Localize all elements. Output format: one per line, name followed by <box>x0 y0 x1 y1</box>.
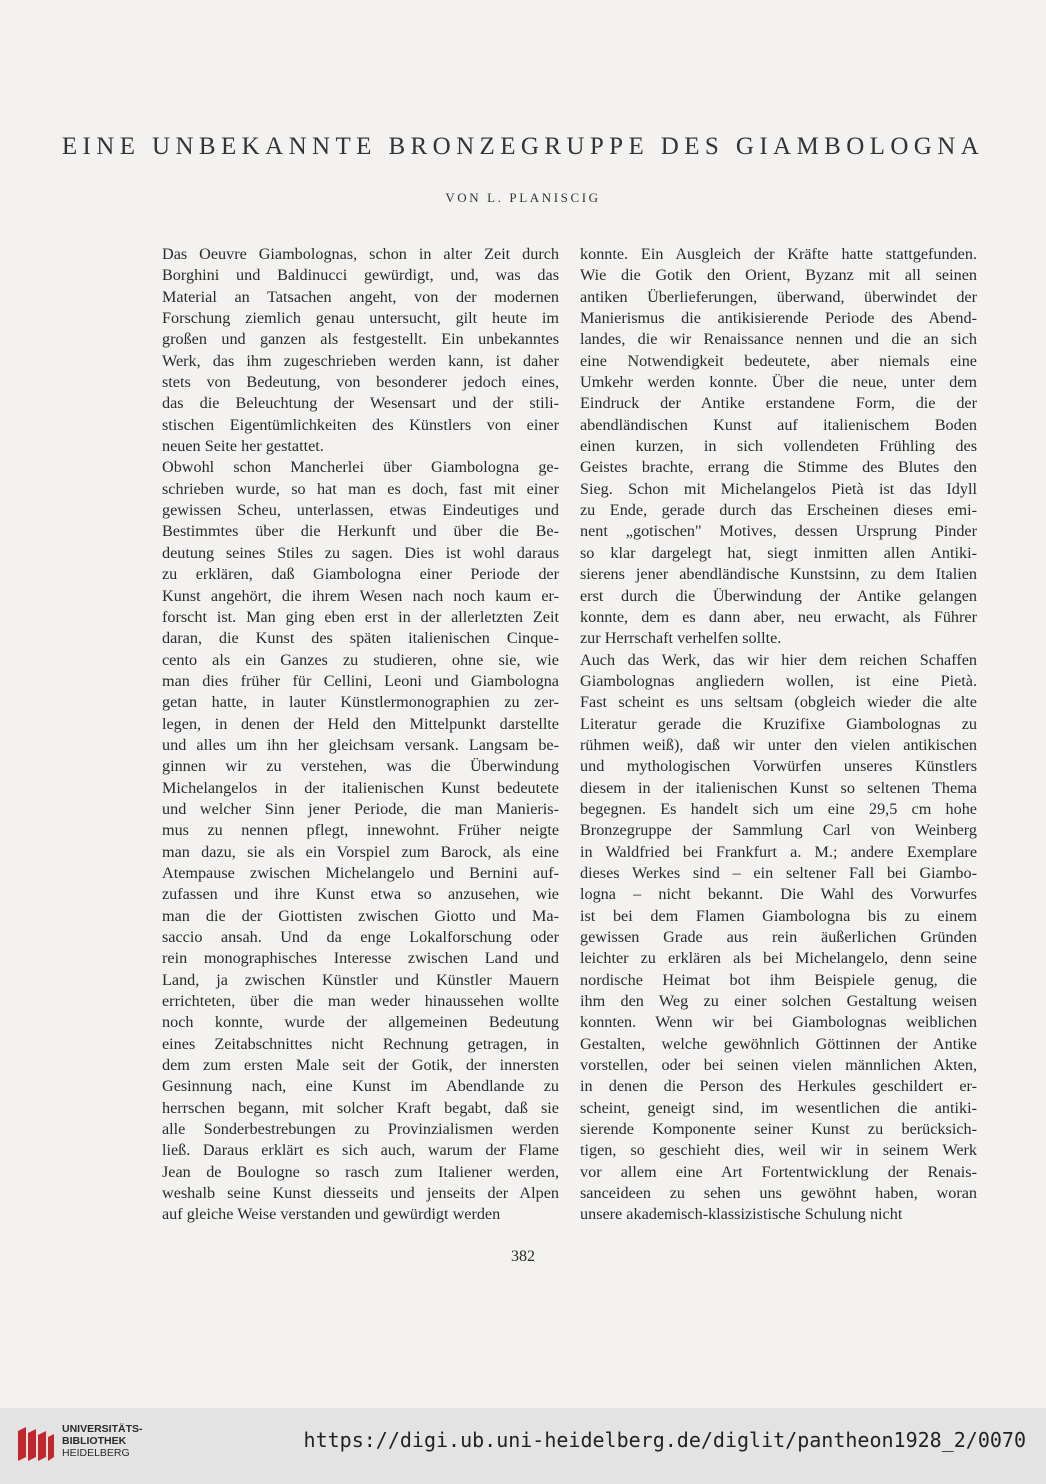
text-line: ließ. Daraus erklärt es sich auch, warum der Flame <box>162 1141 559 1160</box>
text-line: zur Herrschaft verhelfen sollte. <box>580 629 782 648</box>
article-author: VON L. PLANISCIG <box>445 190 601 205</box>
text-line: rühmen weiß), daß wir unter den vielen antikischen <box>580 735 977 754</box>
text-line: Forschung ziemlich genau untersucht, gilt heute im <box>162 309 559 328</box>
text-line: sanceideen zu sehen uns gewöhnt haben, woran <box>580 1184 977 1203</box>
text-line: gewissen Scheu, unterlassen, etwas Eindeutiges und <box>162 501 559 520</box>
text-line: eine Notwendigkeit bedeutete, aber niemals eine <box>580 351 977 370</box>
text-line: und mythologischen Vorwürfen unseres Künstlers <box>580 757 977 776</box>
text-line: logna – nicht bekannt. Die Wahl des Vorwurfes <box>580 885 977 904</box>
text-line: Geistes brachte, errang die Stimme des Blutes den <box>580 458 977 477</box>
text-line: ihm den Weg zu einer solchen Gestaltung weisen <box>580 992 977 1011</box>
text-line: Kunst angehört, die ihrem Wesen nach noch kaum er- <box>162 586 559 605</box>
text-line: Atempause zwischen Michelangelo und Bernini auf- <box>162 863 559 882</box>
text-line: unsere akademisch-klassizistische Schulung nicht <box>580 1205 903 1224</box>
text-line: Manierismus die antikisierende Periode des Abend- <box>580 309 977 328</box>
text-line: neuen Seite her gestattet. <box>162 437 324 456</box>
text-line: herrschen begann, mit solcher Kraft begabt, daß sie <box>162 1098 559 1117</box>
text-line: abendländischen Kunst auf italienischem Boden <box>580 415 977 434</box>
university-library-logo-icon <box>14 1423 56 1465</box>
text-line: dieses Werkes sind – ein seltener Fall bei Giambo- <box>580 863 977 882</box>
text-line: antiken Überlieferungen, überwand, überwindet der <box>580 287 977 306</box>
text-line: erst durch die Überwindung der Antike gelangen <box>580 586 977 605</box>
text-line: gewissen Grade aus rein äußerlichen Gründen <box>580 928 977 946</box>
text-line: deutung seines Stiles zu sagen. Dies ist wohl daraus <box>162 543 559 562</box>
library-name-line3: HEIDELBERG <box>62 1447 130 1459</box>
text-line: dem zum ersten Male seit der Gotik, der innersten <box>162 1056 559 1075</box>
text-line: zufassen und ihre Kunst etwa so anzusehen, wie <box>162 885 559 904</box>
text-line: das die Beleuchtung der Wesensart und der stili- <box>162 394 559 413</box>
source-url-link[interactable]: https://digi.ub.uni-heidelberg.de/diglit/pantheon1928_2/0070 <box>303 1428 1026 1452</box>
text-line: scheint, geneigt sind, im wesentlichen die antiki- <box>580 1098 977 1117</box>
text-line: alle Sonderbestrebungen zu Provinzialismen werden <box>162 1120 559 1139</box>
text-line: ginnen wir zu verstehen, was die Überwindung <box>162 757 559 776</box>
text-line: ist bei dem Flamen Giambologna bis zu einem <box>580 906 977 925</box>
text-line: so klar dargelegt hat, siegt inmitten allen Antiki- <box>580 543 977 562</box>
text-line: nent „gotischen" Motives, dessen Ursprung Pinder <box>580 522 977 541</box>
text-line: Gestalten, welche gewöhnlich Göttinnen der Antike <box>580 1034 977 1053</box>
text-line: Material an Tatsachen angeht, von der modernen <box>162 287 559 306</box>
text-line: Wie die Gotik den Orient, Byzanz mit all seinen <box>580 266 977 285</box>
text-line: auf gleiche Weise verstanden und gewürdigt werden <box>162 1205 501 1224</box>
text-line: Literatur gerade die Kruzifixe Giambolognas zu <box>580 714 977 733</box>
text-line: Land, ja zwischen Künstler und Künstler Mauern <box>162 970 559 989</box>
text-line: man dies früher für Cellini, Leoni und Giambologna <box>162 671 559 690</box>
text-line: Das Oeuvre Giambolognas, schon in alter Zeit durch <box>162 245 559 263</box>
text-line: noch konnte, wurde der allgemeinen Bedeutung <box>162 1013 559 1032</box>
text-line: Fast scheint es uns seltsam (obgleich wieder die alte <box>580 693 977 712</box>
text-line: man die der Giottisten zwischen Giotto und Ma- <box>162 906 559 925</box>
text-line: daran, die Kunst des späten italienischen Cinque- <box>162 629 559 648</box>
text-line: Auch das Werk, das wir hier dem reichen Schaffen <box>580 650 977 669</box>
text-line: Michelangelos in der italienischen Kunst bedeutete <box>162 778 559 797</box>
text-line: saccio ansah. Und da enge Lokalforschung oder <box>162 928 559 946</box>
text-line: Obwohl schon Mancherlei über Giambologna ge- <box>162 458 559 477</box>
text-line: Gesinnung nach, eine Kunst im Abendlande zu <box>162 1077 559 1096</box>
text-line: forscht ist. Man ging eben erst in der allerletzten Zeit <box>162 607 559 626</box>
text-line: Werk, das ihm zugeschrieben werden kann, ist daher <box>162 351 559 370</box>
text-line: nordische Heimat bot ihm Beispiele genug, die <box>580 970 977 989</box>
text-line: Bronzegruppe der Sammlung Carl von Weinberg <box>580 821 977 840</box>
text-line: vorstellen, oder bei seinen vielen männlichen Akten, <box>580 1056 977 1075</box>
text-line: in denen die Person des Herkules geschildert er- <box>580 1077 977 1096</box>
text-line: einen kurzen, in sich vollendeten Frühling des <box>580 437 977 456</box>
text-line: Eindruck der Antike erstandene Form, die der <box>580 394 977 413</box>
text-line: Bestimmtes über die Herkunft und über die Be- <box>162 522 559 541</box>
text-line: konnte, dem es dann aber, neu erwacht, als Führer <box>580 607 977 626</box>
text-column-right <box>580 244 977 1226</box>
library-name <box>62 1423 143 1459</box>
article-title: EINE UNBEKANNTE BRONZEGRUPPE DES GIAMBOLOGNA <box>61 133 985 160</box>
page-number: 382 <box>511 1248 535 1265</box>
text-line: legen, in denen der Held den Mittelpunkt darstellte <box>162 714 559 733</box>
text-line: diesem in der italienischen Kunst so seltenen Thema <box>580 778 977 797</box>
text-line: zu erklären, daß Giambologna einer Periode der <box>162 565 559 584</box>
text-line: leichter zu erklären als bei Michelangelo, denn seine <box>580 949 977 968</box>
library-name-line1: UNIVERSITÄTS- <box>62 1423 143 1435</box>
text-line: man dazu, sie als ein Vorspiel zum Barock, als eine <box>162 842 559 861</box>
text-line: stets von Bedeutung, von besonderer jedoch eines, <box>162 373 559 392</box>
text-line: und welcher Sinn jener Periode, die man Manieris- <box>162 799 559 818</box>
text-column-left <box>162 244 559 1226</box>
text-line: stischen Eigentümlichkeiten des Künstlers von einer <box>162 415 559 434</box>
text-line: landes, die wir Renaissance nennen und die an sich <box>580 330 977 349</box>
text-line: schrieben wurde, so hat man es doch, fast mit einer <box>162 479 559 498</box>
text-line: rein monographisches Interesse zwischen Land und <box>162 949 559 968</box>
text-line: in Waldfried bei Frankfurt a. M.; andere Exemplare <box>580 842 977 861</box>
library-name-line2: BIBLIOTHEK <box>62 1435 127 1447</box>
text-line: Giambolognas angliedern wollen, ist eine Pietà. <box>580 671 977 690</box>
text-line: tigen, so geschieht dies, weil wir in seinem Werk <box>580 1141 977 1160</box>
text-line: weshalb seine Kunst diesseits und jenseits der Alpen <box>162 1184 559 1203</box>
text-line: getan hatte, in lauter Künstlermonographien zu zer- <box>162 693 559 712</box>
text-line: konnten. Wenn wir bei Giambolognas weiblichen <box>580 1013 977 1032</box>
footer-bar <box>0 1408 1046 1484</box>
text-line: sierende Komponente seiner Kunst zu berücksich- <box>580 1120 977 1139</box>
text-line: und alles um ihn her gleichsam versank. Langsam be- <box>162 735 559 754</box>
text-line: großen und ganzen als festgestellt. Ein unbekanntes <box>162 330 559 349</box>
text-line: Sieg. Schon mit Michelangelos Pietà ist das Idyll <box>580 479 977 498</box>
text-line: zu Ende, gerade durch das Erscheinen dieses emi- <box>580 501 977 520</box>
text-line: mus zu nennen pflegt, innewohnt. Früher neigte <box>162 821 559 840</box>
text-line: Umkehr werden konnte. Über die neue, unter dem <box>580 373 977 392</box>
text-line: begegnen. Es handelt sich um eine 29,5 cm hohe <box>580 799 977 818</box>
text-line: sierens jener abendländische Kunstsinn, zu dem Italien <box>580 565 977 584</box>
text-line: Borghini und Baldinucci gewürdigt, und, was das <box>162 266 559 285</box>
text-line: cento als ein Ganzes zu studieren, ohne sie, wie <box>162 650 559 669</box>
text-line: vor allem eine Art Fortentwicklung der Renais- <box>580 1162 977 1181</box>
text-line: eines Zeitabschnittes nicht Rechnung getragen, in <box>162 1034 559 1053</box>
text-line: Jean de Boulogne so rasch zum Italiener werden, <box>162 1162 559 1181</box>
text-line: errichteten, über die man weder hinaussehen wollte <box>162 992 559 1011</box>
text-line: konnte. Ein Ausgleich der Kräfte hatte stattgefunden. <box>580 245 977 263</box>
